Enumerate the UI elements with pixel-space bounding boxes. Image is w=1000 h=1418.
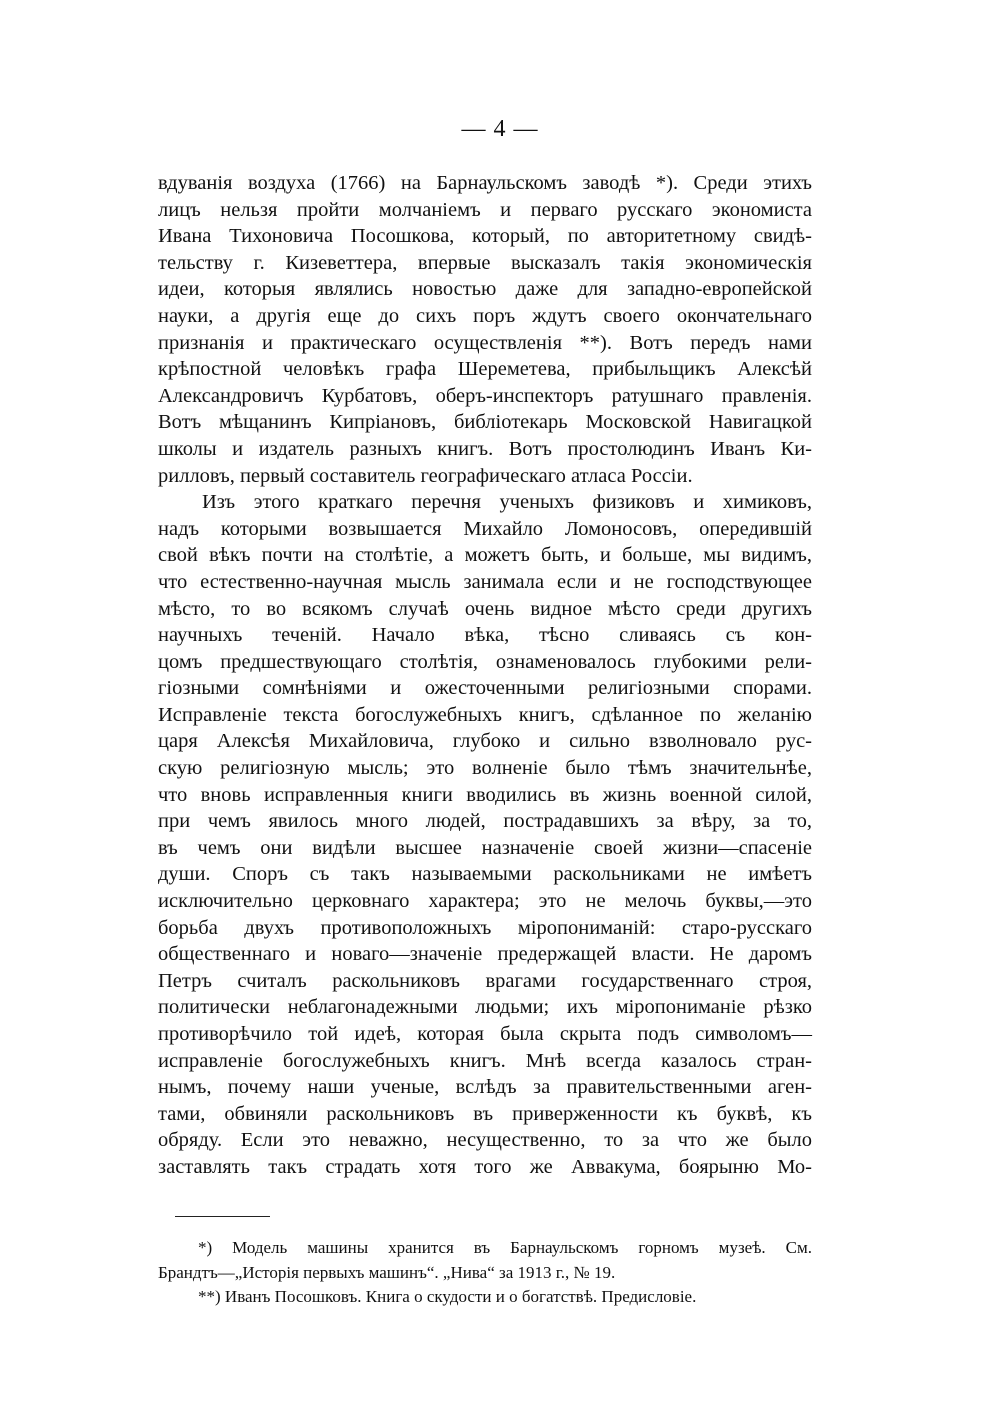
- text-line: тельству г. Кизеветтера, впервые высказалъ такія экономическія: [158, 251, 812, 274]
- footnotes: [158, 1236, 812, 1310]
- text-line: исключительно церковнаго характера; это не мелочь буквы,—это: [158, 890, 812, 913]
- text-line: въ чемъ они видѣли высшее назначеніе своей жизни—спасеніе: [158, 836, 812, 859]
- text-line: борьба двухъ противоположныхъ міропониманій: старо-русскаго: [158, 916, 812, 939]
- text-line: заставлять такъ страдать хотя того же Аввакума, боярыню Мо-: [158, 1155, 812, 1178]
- text-line: признанія и практическаго осуществленія **). Вотъ передъ нами: [158, 331, 812, 354]
- text-line: царя Алексѣя Михайловича, глубоко и сильно взволновало рус-: [158, 730, 812, 753]
- text-line: свой вѣкъ почти на столѣтіе, а можетъ быть, и больше, мы видимъ,: [158, 544, 812, 567]
- text-line: при чемъ явилось много людей, пострадавшихъ за вѣру, за то,: [158, 810, 812, 833]
- text-line: цомъ предшествующаго столѣтія, ознаменовалось глубокими рели-: [158, 650, 812, 673]
- text-line: Петръ считалъ раскольниковъ врагами государственнаго строя,: [158, 969, 812, 992]
- text-line: скую религіозную мысль; это волненіе было тѣмъ значительнѣе,: [158, 757, 812, 780]
- text-line: нымъ, почему наши ученые, вслѣдъ за правительственными аген-: [158, 1076, 812, 1099]
- text-line: Александровичъ Курбатовъ, оберъ-инспекторъ ратушнаго правленія.: [158, 384, 812, 407]
- text-line: души. Споръ съ такъ называемыми раскольниками не имѣетъ: [158, 863, 812, 886]
- text-line: Исправленіе текста богослужебныхъ книгъ, сдѣланное по желанію: [158, 703, 812, 726]
- text-line: Ивана Тихоновича Посошкова, который, по авторитетному свидѣ-: [158, 225, 812, 248]
- main-text: [158, 170, 812, 1181]
- text-line: гіозными сомнѣніями и ожесточенными религіозными спорами.: [158, 677, 812, 700]
- text-line: лицъ нельзя пройти молчаніемъ и перваго русскаго экономиста: [158, 198, 812, 221]
- page-number: — 4 —: [461, 116, 539, 142]
- footnote-line: **) Иванъ Посошковъ. Книга о скудости и о богатствѣ. Предисловіе.: [198, 1287, 697, 1306]
- text-line: мѣсто, то во всякомъ случаѣ очень видное мѣсто среди другихъ: [158, 597, 812, 620]
- footnote-line: *) Модель машины хранится въ Барнаульскомъ горномъ музеѣ. См.: [198, 1238, 812, 1257]
- text-line: противорѣчило той идеѣ, которая была скрыта подъ символомъ—: [158, 1023, 812, 1045]
- text-line: школы и издатель разныхъ книгъ. Вотъ простолюдинъ Иванъ Ки-: [158, 437, 812, 460]
- text-line: что вновь исправленныя книги вводились въ жизнь военной силой,: [158, 783, 812, 806]
- text-line: Вотъ мѣщанинъ Кипріановъ, библіотекарь Московской Навигацкой: [158, 411, 812, 434]
- text-line: надъ которыми возвышается Михайло Ломоносовъ, опередившій: [158, 517, 812, 540]
- text-line: науки, а другія еще до сихъ поръ ждутъ своего окончательнаго: [158, 304, 812, 327]
- text-line: общественнаго и новаго—значеніе предержащей власти. Не даромъ: [158, 943, 812, 966]
- text-line: научныхъ теченій. Начало вѣка, тѣсно сливаясь съ кон-: [158, 624, 812, 647]
- text-line: политически неблагонадежными людьми; ихъ міропониманіе рѣзко: [158, 996, 812, 1019]
- text-line: тами, обвиняли раскольниковъ въ приверженности къ буквѣ, къ: [158, 1102, 812, 1125]
- text-line: рилловъ, первый составитель географическаго атласа Россіи.: [158, 464, 693, 487]
- text-line: обряду. Если это неважно, несущественно, то за что же было: [158, 1129, 812, 1152]
- text-line: идеи, которыя являлись новостью даже для западно-европейской: [158, 278, 812, 301]
- footnote-separator: [175, 1216, 270, 1217]
- text-line: крѣпостной человѣкъ графа Шереметева, прибыльщикъ Алексѣй: [158, 358, 812, 381]
- text-line: исправленіе богослужебныхъ книгъ. Мнѣ всегда казалось стран-: [158, 1049, 812, 1072]
- text-line: что естественно-научная мысль занимала если и не господствующее: [158, 570, 812, 593]
- footnote-line: Брандтъ—„Исторія первыхъ машинъ“. „Нива“ за 1913 г., № 19.: [158, 1262, 616, 1282]
- paragraph-first-line: Изъ этого краткаго перечня ученыхъ физиковъ и химиковъ,: [202, 491, 812, 514]
- text-line: вдуванія воздуха (1766) на Барнаульскомъ заводѣ *). Среди этихъ: [158, 172, 812, 194]
